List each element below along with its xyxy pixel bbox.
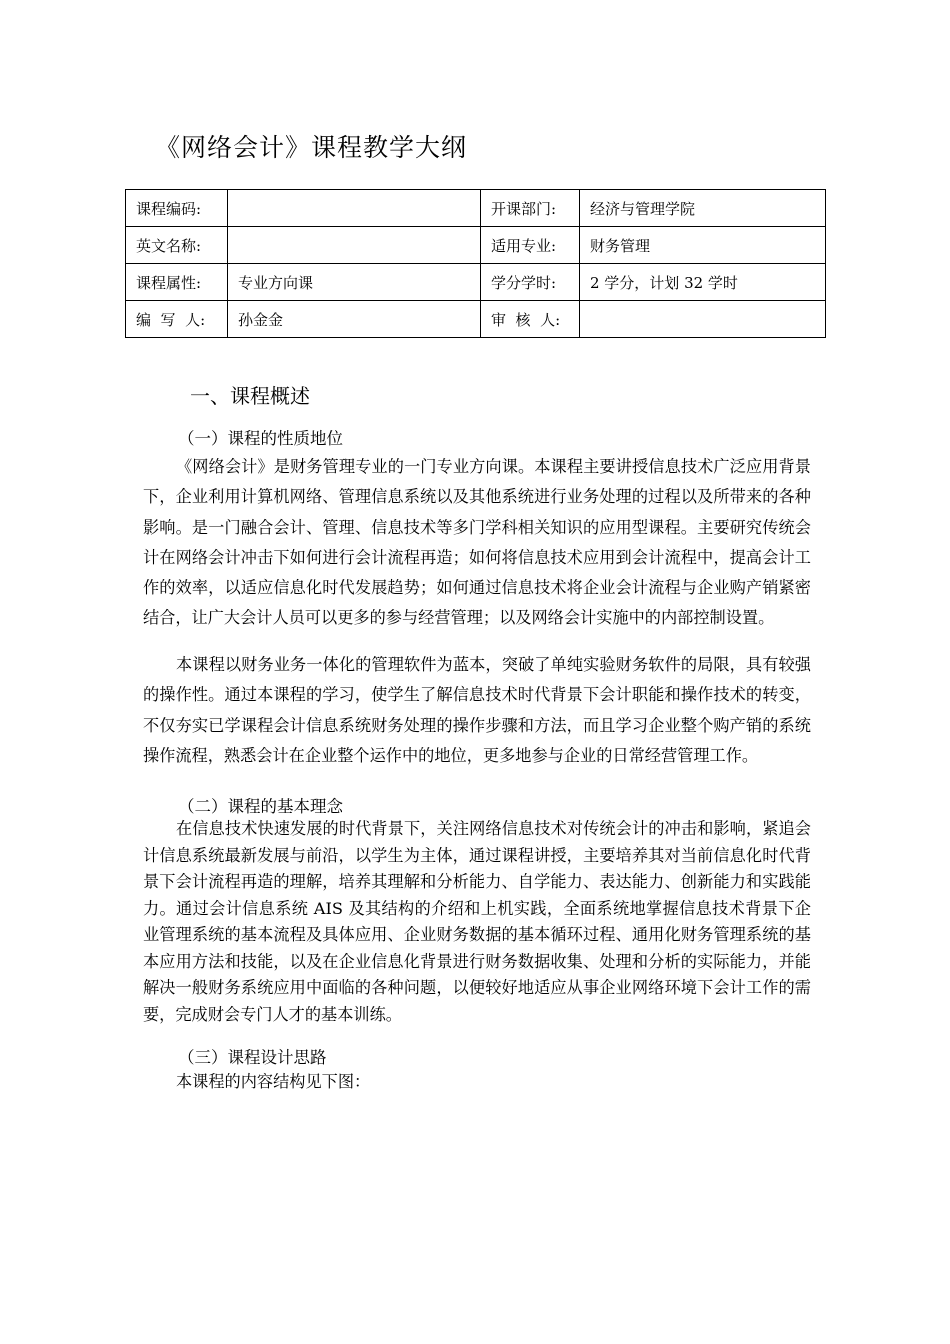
value-course-code <box>228 190 481 227</box>
label-author: 编 写 人: <box>126 301 228 338</box>
subsection-heading-nature: （一）课程的性质地位 <box>178 429 343 448</box>
label-course-type: 课程属性: <box>126 264 228 301</box>
label-reviewer: 审 核 人: <box>481 301 580 338</box>
label-department: 开课部门: <box>481 190 580 227</box>
value-credits-hours: 2 学分，计划 32 学时 <box>580 264 826 301</box>
paragraph-design: 本课程的内容结构见下图： <box>176 1072 371 1091</box>
value-english-name <box>228 227 481 264</box>
value-course-type: 专业方向课 <box>228 264 481 301</box>
label-major: 适用专业: <box>481 227 580 264</box>
table-row <box>126 190 826 227</box>
paragraph-philosophy: 在信息技术快速发展的时代背景下，关注网络信息技术对传统会计的冲击和影响，紧追会计信息系统最新发展与前沿，以学生为主体，通过课程讲授，主要培养其对当前信息化时代背景下会计流程再造的理解，培养其理解和分析能力、自学能力、表达能力、创新能力和实践能力。通过会计信息系统 AIS 及其结构的介绍和上机实践，全面系统地掌握信息技术背景下企业管理系统的基本流程及具体应用、企业财务数据的基本循环过程、通用化财务管理系统的基本应用方法和技能，以及在企业信息化背景进行财务数据收集、处理和分析的实际能力，并能解决一般财务系统应用中面临的各种问题，以便较好地适应从事企业网络环境下会计工作的需要，完成财会专门人才的基本训练。 <box>143 819 811 1024</box>
subsection-heading-design: （三）课程设计思路 <box>178 1048 327 1067</box>
table-row <box>126 264 826 301</box>
value-reviewer <box>580 301 826 338</box>
table-row <box>126 227 826 264</box>
label-english-name: 英文名称: <box>126 227 228 264</box>
value-major: 财务管理 <box>580 227 826 264</box>
paragraph-nature-1: 《网络会计》是财务管理专业的一门专业方向课。本课程主要讲授信息技术广泛应用背景下，企业利用计算机网络、管理信息系统以及其他系统进行业务处理的过程以及所带来的各种影响。是一门融合会计、管理、信息技术等多门学科相关知识的应用型课程。主要研究传统会计在网络会计冲击下如何进行会计流程再造；如何将信息技术应用到会计流程中，提高会计工作的效率，以适应信息化时代发展趋势；如何通过信息技术将企业会计流程与企业购产销紧密结合，让广大会计人员可以更多的参与经营管理；以及网络会计实施中的内部控制设置。 <box>143 457 811 628</box>
paragraph-nature-2: 本课程以财务业务一体化的管理软件为蓝本，突破了单纯实验财务软件的局限，具有较强的操作性。通过本课程的学习，使学生了解信息技术时代背景下会计职能和操作技术的转变，不仅夯实已学课程会计信息系统财务处理的操作步骤和方法，而且学习企业整个购产销的系统操作流程，熟悉会计在企业整个运作中的地位，更多地参与企业的日常经营管理工作。 <box>143 655 811 765</box>
table-row <box>126 301 826 338</box>
value-author: 孙金金 <box>228 301 481 338</box>
section-heading-overview: 一、课程概述 <box>190 384 310 408</box>
value-department: 经济与管理学院 <box>580 190 826 227</box>
document-title: 《网络会计》课程教学大纲 <box>155 133 468 162</box>
subsection-heading-philosophy: （二）课程的基本理念 <box>178 797 343 816</box>
label-course-code: 课程编码: <box>126 190 228 227</box>
label-credits-hours: 学分学时: <box>481 264 580 301</box>
course-info-table <box>125 189 826 338</box>
